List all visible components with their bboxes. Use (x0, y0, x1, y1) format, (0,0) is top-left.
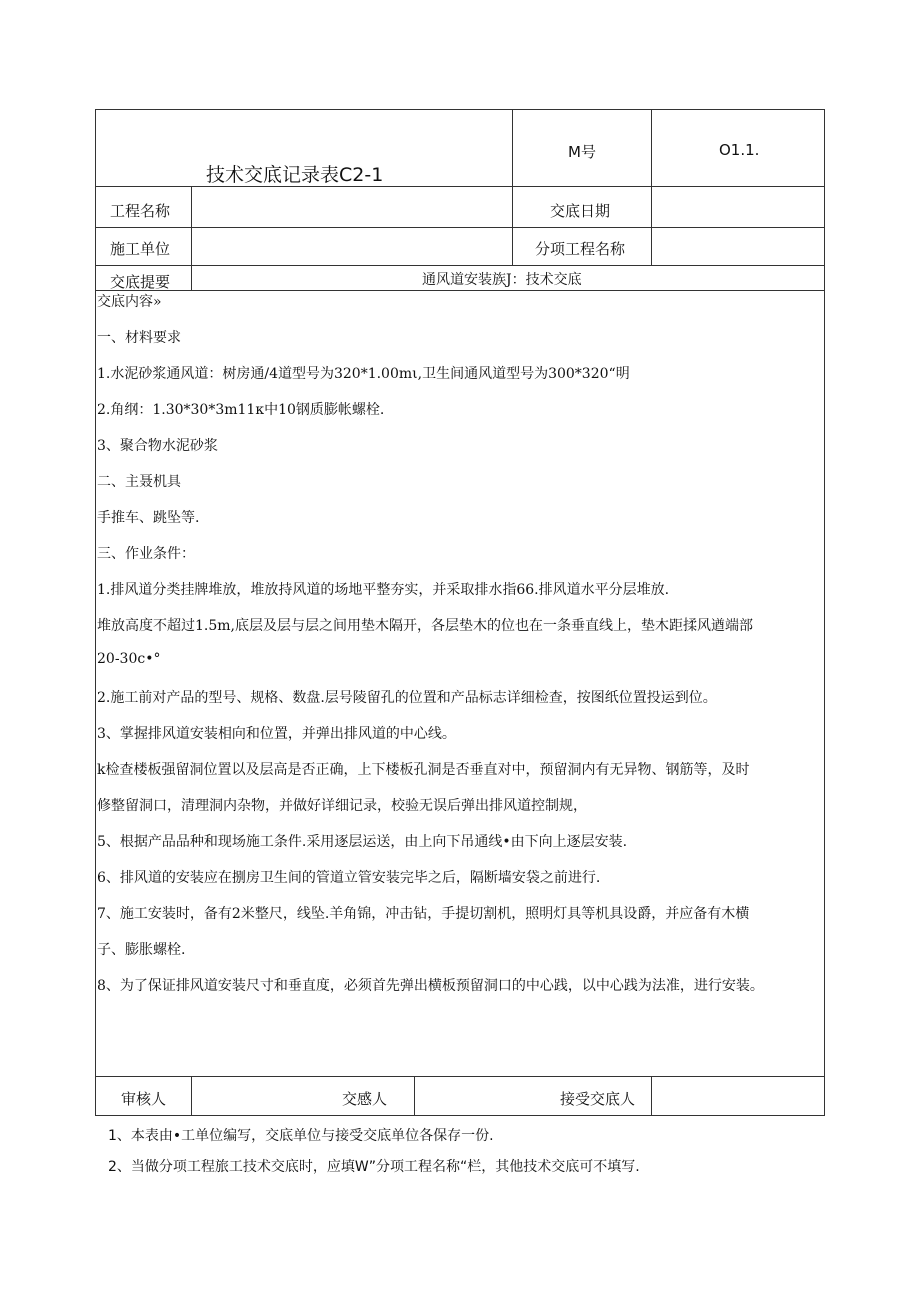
footnote: 1、本表由•工单位编写，交底单位与接受交底单位各保存一份. (108, 1128, 494, 1144)
content-line: 3、聚合物水泥砂浆 (97, 438, 218, 454)
date-label: 交底日期 (550, 202, 611, 220)
column-divider (191, 1076, 192, 1116)
content-line: 7、施工安装时，备有2米整尺，线坠.羊角锦，冲击钻，手提切割机，照明灯具等机具设爵，并应备有木横 (97, 906, 750, 922)
content-line: 一、材料要求 (97, 330, 181, 346)
content-line: 1.排风道分类挂牌堆放，堆放持风道的场地平整夯实，并采取排水指66.排风道水平分层堆放. (97, 582, 670, 598)
content-line: 三、作业条件： (97, 546, 195, 562)
content-line: 8、为了保证排风道安装尺寸和垂直度，必须首先弹出横板预留洞口的中心践，以中心践为法准，进行安装。 (97, 978, 764, 994)
presenter-label: 交感人 (342, 1090, 388, 1108)
content-line: 2.施工前对产品的型号、规格、数盘.层号陵留孔的位置和产品标志详细检查，按图纸位置投运到位。 (97, 690, 717, 706)
number-value: O1.1. (719, 141, 760, 159)
construction-unit-label: 施工单位 (110, 240, 171, 258)
receiver-label: 接受交底人 (560, 1090, 636, 1108)
number-label: M号 (568, 143, 596, 161)
content-heading: 交底内容» (97, 294, 162, 310)
column-divider (512, 110, 513, 265)
column-divider (651, 1076, 652, 1116)
content-line: 手推车、跳坠等. (97, 510, 200, 526)
summary-value: 通风道安装族J：技术交底 (422, 272, 582, 288)
content-line: 6、排风道的安装应在捌房卫生间的管道立管安装完毕之后，隔断墙安袋之前进行. (97, 870, 601, 886)
form-title: 技术交底记录表C2-1 (206, 164, 384, 186)
row-divider (96, 227, 824, 228)
content-line: 堆放高度不超过1.5m,底层及层与层之间用垫木隔开，各层垫木的位也在一条垂直线上，垫木距揉风遒端部 (97, 618, 753, 634)
footnote: 2、当做分项工程旅工技术交底时，应填W”分项工程名称“栏，其他技术交底可不填写. (108, 1159, 640, 1175)
project-name-label: 工程名称 (110, 202, 171, 220)
column-divider (191, 186, 192, 290)
row-divider (96, 265, 824, 266)
reviewer-label: 审核人 (121, 1090, 167, 1108)
summary-label: 交底提要 (110, 273, 171, 291)
content-line: 1.水泥砂浆通风道：树房通/4道型号为320*1.00mι,卫生间通风道型号为300*320“明 (97, 366, 630, 382)
column-divider (414, 1076, 415, 1116)
content-line: 修整留洞口，清理洞内杂物，并做好详细记录，校验无误后弹出排风道控制规， (97, 798, 587, 814)
content-line: 20-30c•° (97, 651, 161, 667)
content-line: 2.角纲：1.30*30*3m11κ中10钢质膨帐螺栓. (97, 402, 385, 418)
content-line: 3、掌握排风道安装相向和位置，并弹出排风道的中心线。 (97, 726, 456, 742)
row-divider (96, 1076, 824, 1077)
content-line: 子、膨胀螺栓. (97, 942, 186, 958)
subproject-label: 分项工程名称 (535, 240, 626, 258)
column-divider (651, 110, 652, 265)
technical-briefing-form (95, 109, 825, 1116)
content-line: k检查楼板强留洞位置以及层高是否正确，上下楼板孔洞是否垂直对中，预留洞内有无异物、钢筋等，及时 (97, 762, 750, 778)
content-line: 5、根据产品品种和现场施工条件.采用逐层运送，由上向下吊通线•由下向上逐层安装. (97, 834, 628, 850)
row-divider (96, 290, 824, 291)
content-line: 二、主聂机具 (97, 474, 181, 490)
